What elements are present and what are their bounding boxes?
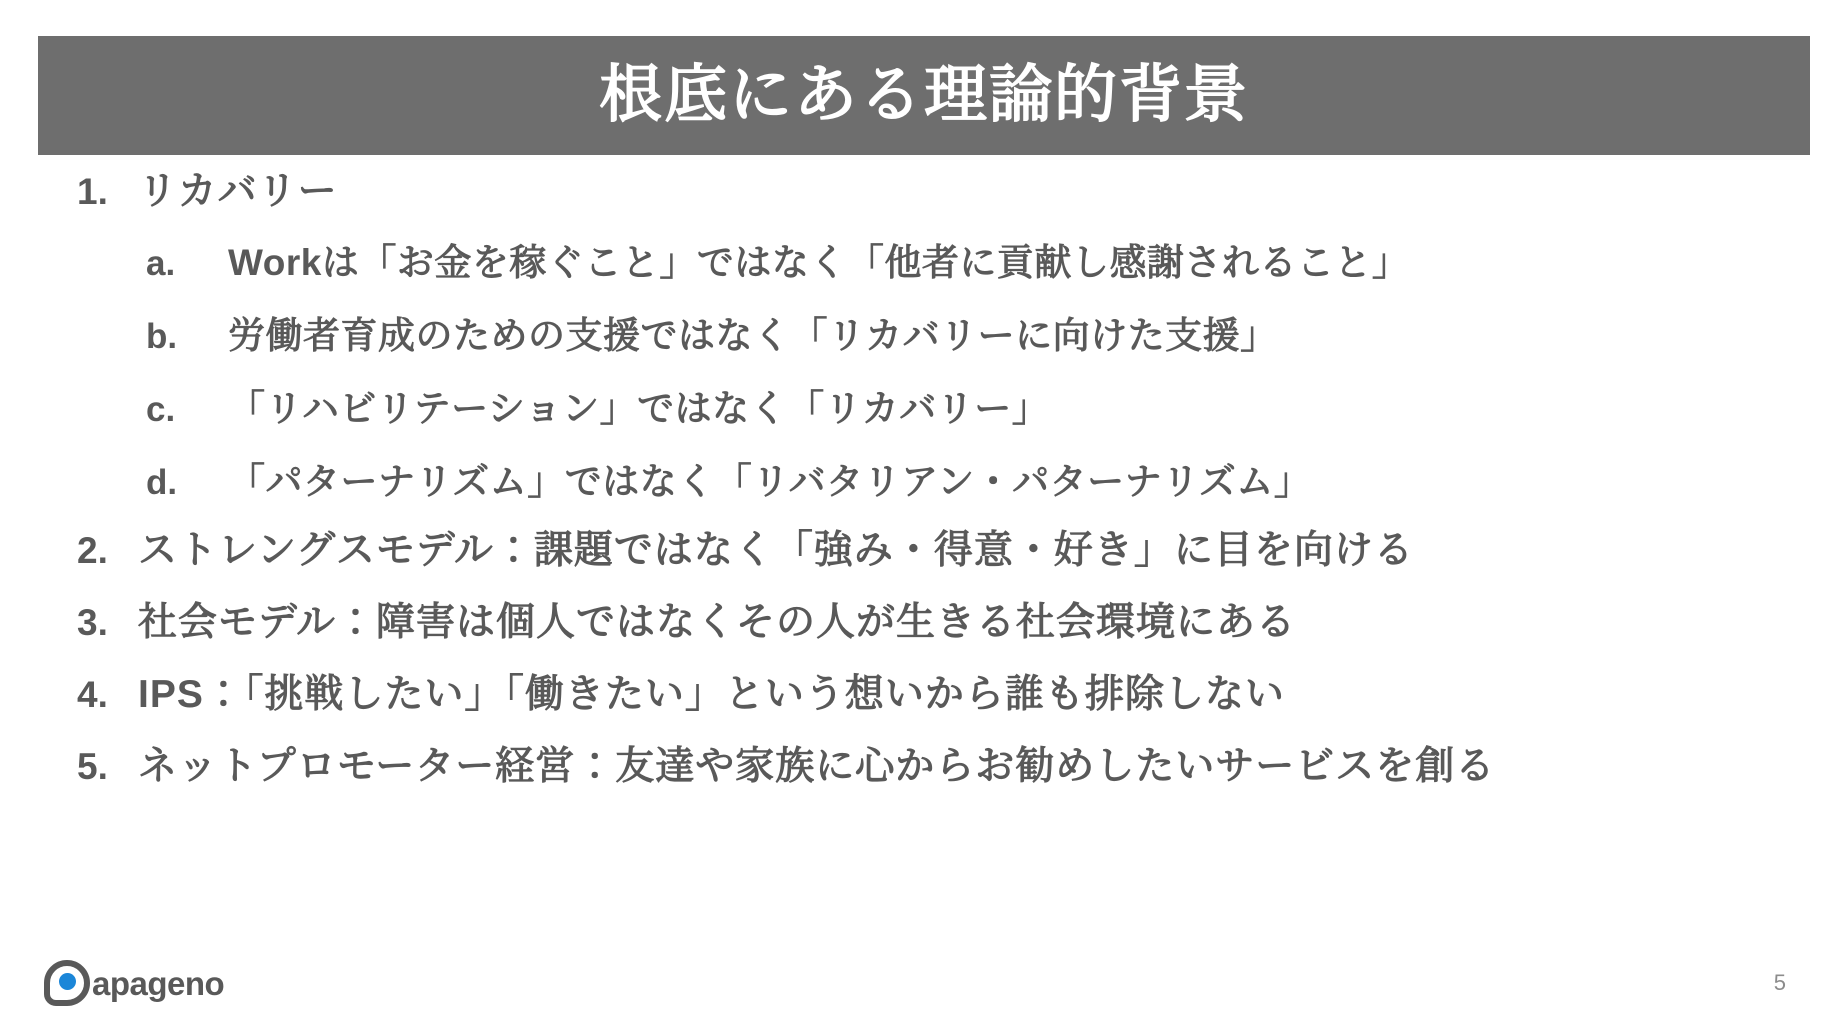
papageno-logo-icon	[44, 960, 90, 1006]
list-marker: b.	[146, 317, 178, 356]
list-item	[60, 675, 1820, 714]
list-item-text: Workは「お金を稼ぐこと」ではなく「他者に貢献し感謝されること」	[228, 242, 1410, 283]
page-title: 根底にある理論的背景	[599, 60, 1249, 130]
list-item-text: 「リハビリテーション」ではなく「リカバリー」	[228, 388, 1050, 429]
list-item	[60, 463, 1820, 500]
list-marker: 3.	[77, 602, 108, 643]
page-number: 5	[1773, 970, 1786, 995]
list-marker: 2.	[77, 530, 108, 571]
list-item-text: 「パターナリズム」ではなく「リバタリアン・パターナリズム」	[228, 461, 1312, 502]
list-marker: c.	[146, 390, 176, 429]
list-item-text: 労働者育成のための支援ではなく「リカバリーに向けた支援」	[228, 315, 1278, 356]
list-item	[60, 317, 1820, 354]
list-item	[60, 603, 1820, 642]
list-marker: 1.	[77, 171, 108, 212]
list-item	[60, 531, 1820, 570]
list-item-text: リカバリー	[138, 170, 338, 213]
list-marker: d.	[146, 463, 178, 502]
logo-dot-shape	[59, 973, 76, 990]
list-item-text: ストレングスモデル：課題ではなく「強み・得意・好き」に目を向ける	[138, 529, 1414, 572]
list-marker: a.	[146, 244, 176, 283]
list-item-text: IPS：「挑戦したい」「働きたい」という想いから誰も排除しない	[138, 673, 1285, 716]
slide-title-bar	[38, 36, 1810, 155]
list-item-text: 社会モデル：障害は個人ではなくその人が生きる社会環境にある	[138, 601, 1297, 644]
logo-wordmark: apageno	[92, 964, 225, 1002]
content-list	[60, 172, 1820, 819]
papageno-logo	[44, 960, 224, 1006]
list-marker: 5.	[77, 746, 108, 787]
list-item	[60, 244, 1820, 281]
list-item	[60, 390, 1820, 427]
list-marker: 4.	[77, 674, 108, 715]
list-item-text: ネットプロモーター経営：友達や家族に心からお勧めしたいサービスを創る	[138, 745, 1496, 788]
list-item	[60, 172, 1820, 211]
list-item	[60, 747, 1820, 786]
